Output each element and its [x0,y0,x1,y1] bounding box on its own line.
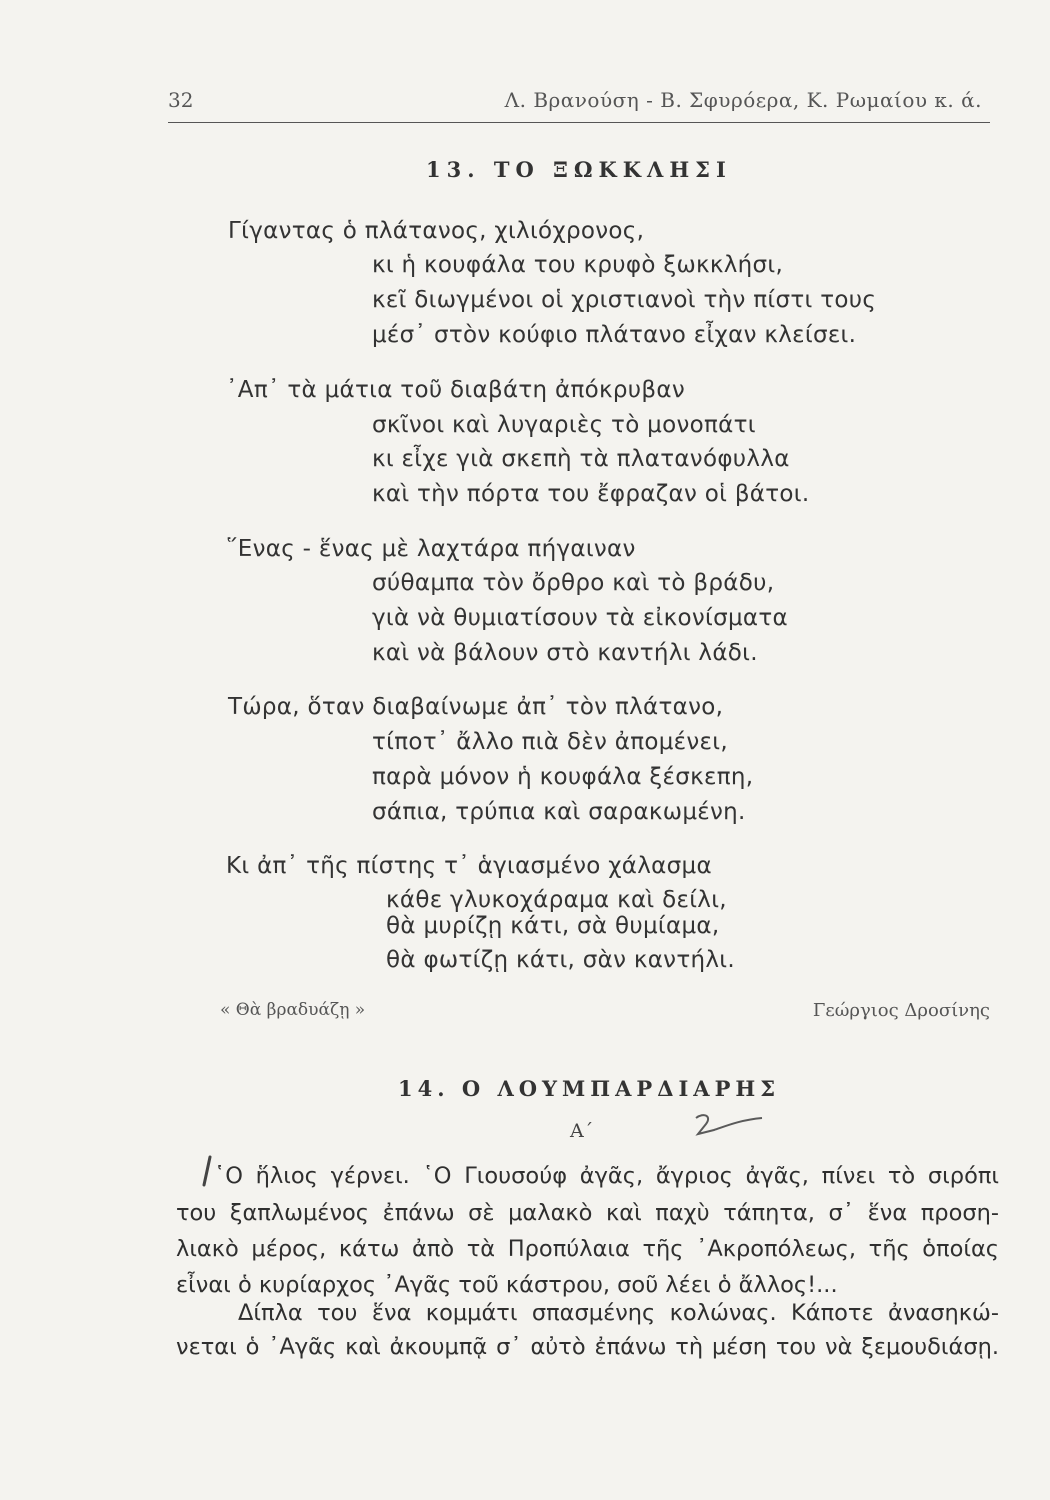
poem-line: σύθαμπα τὸν ὄρθρο καὶ τὸ βράδυ, [372,570,775,596]
poem-line: μέσ᾽ στὸν κούφιο πλάτανο εἶχαν κλείσει. [372,322,857,348]
poem-line: παρὰ μόνον ἡ κουφάλα ξέσκεπη, [372,764,754,790]
running-head [168,88,988,120]
pencil-tick-icon [200,1155,214,1189]
poem-line: θὰ μυρίζῃ κάτι, σὰ θυμίαμα, [386,913,720,939]
prose-line: εἶναι ὁ κυρίαρχος ᾽Αγᾶς τοῦ κάστρου, σοῦ λέει ὁ ἄλλος!... [176,1272,838,1298]
story-part: Α΄ [570,1120,594,1142]
poem-line: κι εἶχε γιὰ σκεπὴ τὰ πλατανόφυλλα [372,446,790,472]
poem-line: κάθε γλυκοχάραμα καὶ δείλι, [386,887,727,913]
poem-line: σάπια, τρύπια καὶ σαρακωμένη. [372,799,746,825]
poem-line: κεῖ διωγμένοι οἱ χριστιανοὶ τὴν πίστι τους [372,287,877,313]
poem-source: « Θὰ βραδυάζῃ » [220,1000,366,1020]
poem-line: σκῖνοι καὶ λυγαριὲς τὸ μονοπάτι [372,412,756,438]
poem-line: καὶ τὴν πόρτα του ἔφραζαν οἱ βάτοι. [372,481,810,507]
poem-line: καὶ νὰ βάλουν στὸ καντήλι λάδι. [372,640,758,666]
poem-line: Γίγαντας ὁ πλάτανος, χιλιόχρονος, [228,218,645,244]
page-number: 32 [168,88,194,112]
running-title: Λ. Βρανούση - Β. Σφυρόερα, Κ. Ρωμαίου κ. ά. [504,88,982,112]
prose-line: λιακὸ μέρος, κάτω ἀπὸ τὰ Προπύλαια τῆς ᾽Ακροπόλεως, τῆς ὁποίας [176,1236,999,1262]
poem-line: τίποτ᾽ ἄλλο πιὰ δὲν ἀπομένει, [372,729,728,755]
poem-line: κι ἡ κουφάλα του κρυφὸ ξωκκλήσι, [372,252,784,278]
prose-line: Δίπλα του ἕνα κομμάτι σπασμένης κολώνας. Κάποτε ἀνασηκώ- [238,1300,999,1326]
poem-title: 13. ΤΟ ΞΩΚΚΛΗΣΙ [426,157,732,182]
story-title: 14. Ο ΛΟΥΜΠΑΡΔΙΑΡΗΣ [398,1076,781,1101]
poem-line: Τώρα, ὅταν διαβαίνωμε ἀπ᾽ τὸν πλάτανο, [228,694,724,720]
poem-line: θὰ φωτίζῃ κάτι, σὰν καντήλι. [386,947,735,973]
prose-line: νεται ὁ ᾽Αγᾶς καὶ ἀκουμπᾷ σ᾽ αὐτὸ ἐπάνω τὴ μέση του νὰ ξεμουδιάσῃ. [176,1334,999,1360]
handwritten-mark-icon [690,1110,770,1140]
header-rule [168,122,990,123]
poem-line: ῞Ενας - ἕνας μὲ λαχτάρα πήγαιναν [226,536,636,562]
poem-line: ᾽Απ᾽ τὰ μάτια τοῦ διαβάτη ἀπόκρυβαν [226,377,685,403]
poem-line: γιὰ νὰ θυμιατίσουν τὰ εἰκονίσματα [372,605,788,631]
poem-line: Κι ἀπ᾽ τῆς πίστης τ᾽ ἁγιασμένο χάλασμα [226,853,712,879]
prose-line: του ξαπλωμένος ἐπάνω σὲ μαλακὸ καὶ παχὺ τάπητα, σ᾽ ἕνα προση- [176,1200,999,1226]
poem-author: Γεώργιος Δροσίνης [812,1000,990,1021]
prose-line: ῾Ο ἥλιος γέρνει. ῾Ο Γιουσούφ ἀγᾶς, ἄγριος ἀγᾶς, πίνει τὸ σιρόπι [214,1163,999,1189]
